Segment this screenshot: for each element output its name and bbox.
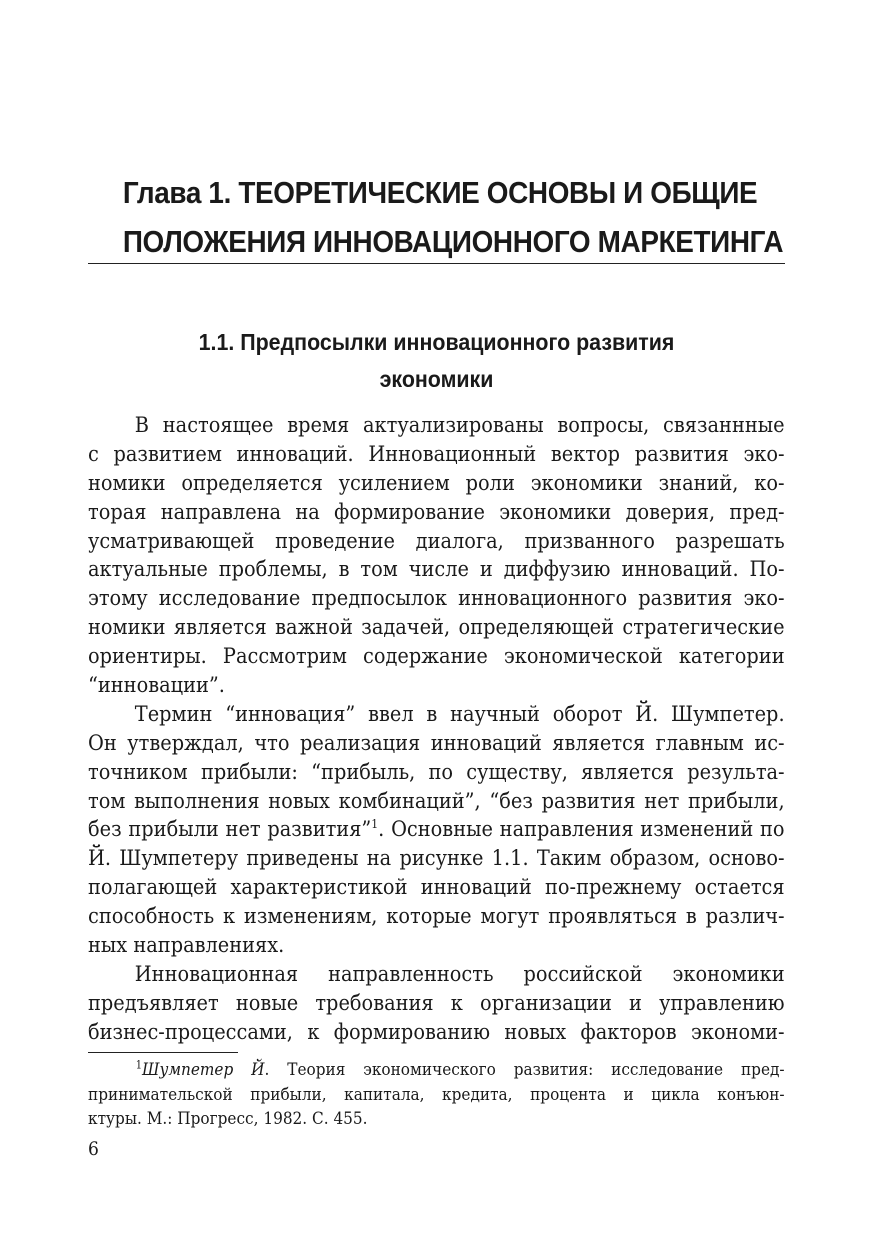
text-line: Й. Шумпетеру приведены на рисунке 1.1. Таким образом, осново- [88, 846, 785, 872]
text-line: номики является важной задачей, определяющей стратегические [88, 615, 785, 641]
text-line: с развитием инноваций. Инновационный вектор развития эко- [88, 441, 785, 467]
text-line: этому исследование предпосылок инновационного развития эко- [88, 586, 785, 612]
page-number: 6 [88, 1138, 99, 1160]
footnote-mark: 1 [135, 1058, 142, 1072]
section-title-line-2: экономики [379, 366, 494, 392]
footnote-line: ктуры. М.: Прогресс, 1982. С. 455. [88, 1109, 368, 1129]
text-line: актуальные проблемы, в том числе и диффузию инноваций. По- [88, 557, 785, 583]
text-line: точником прибыли: “прибыль, по существу, является результа- [88, 759, 785, 785]
footnote-line [88, 1058, 785, 1083]
paragraph-1 [88, 412, 785, 701]
text-line: способность к изменениям, которые могут проявляться в различ- [88, 904, 785, 930]
footnote-line: принимательской прибыли, капитала, кредита, процента и цикла конъюн- [88, 1084, 785, 1105]
footnote-text: . Теория экономического развития: исследование пред- [264, 1060, 785, 1080]
footnote-author: Шумпетер Й [142, 1060, 265, 1080]
text-line: Термин “инновация” ввел в научный оборот Й. Шумпетер. [134, 701, 785, 727]
text-line-with-footnote [88, 816, 785, 845]
text-line: ориентиры. Рассмотрим содержание экономической категории [88, 644, 785, 670]
text-line: Инновационная направленность российской экономики [134, 961, 785, 987]
section-title [112, 324, 760, 398]
chapter-title [122, 168, 784, 266]
text-line: усматривающей проведение диалога, призванного разрешать [88, 528, 785, 554]
text-line: предъявляет новые требования к организации и управлению [88, 990, 785, 1016]
footnote-reference[interactable]: 1 [371, 817, 379, 832]
text-line: номики определяется усилением роли экономики знаний, ко- [88, 470, 785, 496]
footnote [88, 1058, 785, 1132]
text-line: Он утверждал, что реализация инноваций является главным ис- [88, 730, 785, 756]
chapter-title-line-2: ПОЛОЖЕНИЯ ИННОВАЦИОННОГО МАРКЕТИНГА [122, 224, 784, 259]
text-line: торая направлена на формирование экономики доверия, пред- [88, 499, 785, 525]
paragraph-3 [88, 961, 785, 1048]
text-line: бизнес-процессами, к формированию новых факторов экономи- [88, 1019, 785, 1045]
footnote-divider [88, 1052, 238, 1053]
text-line: ных направлениях. [88, 933, 285, 959]
text-line: “инновации”. [88, 673, 225, 699]
chapter-title-line-1: Глава 1. ТЕОРЕТИЧЕСКИЕ ОСНОВЫ И ОБЩИЕ [122, 175, 758, 210]
chapter-divider [88, 263, 785, 264]
text-fragment: . Основные направления изменений по [378, 817, 785, 843]
text-line: полагающей характеристикой инноваций по-прежнему остается [88, 875, 785, 901]
text-fragment: без прибыли нет развития” [88, 817, 372, 843]
section-title-line-1: 1.1. Предпосылки инновационного развития [198, 329, 675, 355]
text-line: В настоящее время актуализированы вопросы, связаннные [134, 413, 785, 438]
body-text [88, 412, 785, 1048]
text-line: том выполнения новых комбинаций”, “без развития нет прибыли, [88, 788, 785, 814]
paragraph-2 [88, 701, 785, 961]
